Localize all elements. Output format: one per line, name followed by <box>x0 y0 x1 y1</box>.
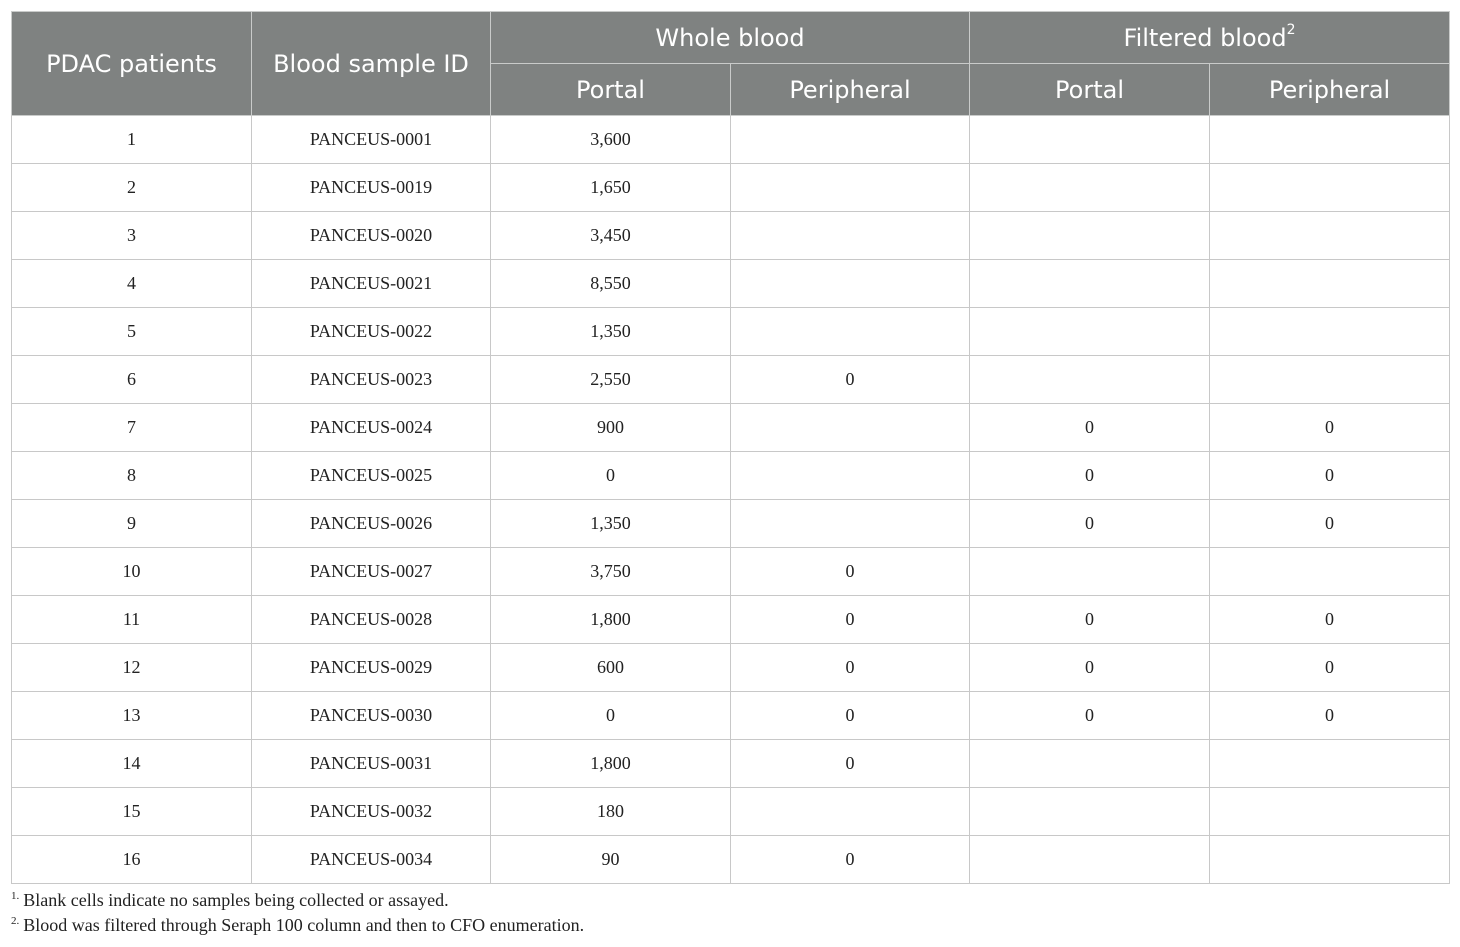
cell-patient: 7 <box>12 404 252 452</box>
cell-whole-blood-peripheral: 0 <box>731 836 970 884</box>
cell-whole-blood-portal: 0 <box>491 692 731 740</box>
footnote-1 <box>11 888 1411 913</box>
cell-whole-blood-portal: 0 <box>491 452 731 500</box>
cell-whole-blood-peripheral: 0 <box>731 644 970 692</box>
table-row <box>12 500 1450 548</box>
footnote-2-text: Blood was filtered through Seraph 100 column and then to CFO enumeration. <box>23 915 585 935</box>
cell-whole-blood-portal: 1,800 <box>491 596 731 644</box>
table-row <box>12 212 1450 260</box>
header-row-top <box>12 12 1450 64</box>
cell-filtered-blood-portal <box>970 836 1210 884</box>
cell-whole-blood-portal: 2,550 <box>491 356 731 404</box>
cell-filtered-blood-portal: 0 <box>970 692 1210 740</box>
cell-filtered-blood-peripheral: 0 <box>1210 452 1450 500</box>
header-filtered-blood-portal: Portal <box>970 64 1210 116</box>
cell-sample-id: PANCEUS-0022 <box>252 308 491 356</box>
table-row <box>12 644 1450 692</box>
cell-patient: 15 <box>12 788 252 836</box>
cell-filtered-blood-peripheral <box>1210 116 1450 164</box>
cell-filtered-blood-portal: 0 <box>970 404 1210 452</box>
cell-patient: 11 <box>12 596 252 644</box>
cell-patient: 6 <box>12 356 252 404</box>
cell-whole-blood-portal: 3,600 <box>491 116 731 164</box>
table-row <box>12 548 1450 596</box>
cell-filtered-blood-portal <box>970 548 1210 596</box>
cell-whole-blood-portal: 1,800 <box>491 740 731 788</box>
cell-patient: 4 <box>12 260 252 308</box>
cell-filtered-blood-peripheral <box>1210 548 1450 596</box>
table-row <box>12 788 1450 836</box>
cell-patient: 14 <box>12 740 252 788</box>
header-pdac-patients: PDAC patients <box>12 12 252 116</box>
cell-patient: 8 <box>12 452 252 500</box>
cell-filtered-blood-portal <box>970 164 1210 212</box>
cell-patient: 10 <box>12 548 252 596</box>
table-row <box>12 404 1450 452</box>
cell-filtered-blood-portal: 0 <box>970 644 1210 692</box>
cell-whole-blood-peripheral: 0 <box>731 596 970 644</box>
table-row <box>12 164 1450 212</box>
cell-patient: 2 <box>12 164 252 212</box>
footnote-1-mark: 1. <box>11 890 20 902</box>
cell-whole-blood-peripheral <box>731 788 970 836</box>
cell-sample-id: PANCEUS-0034 <box>252 836 491 884</box>
cell-sample-id: PANCEUS-0001 <box>252 116 491 164</box>
footnote-2-mark: 2. <box>11 915 20 927</box>
cell-whole-blood-peripheral <box>731 164 970 212</box>
cell-sample-id: PANCEUS-0032 <box>252 788 491 836</box>
cell-patient: 5 <box>12 308 252 356</box>
cell-filtered-blood-peripheral <box>1210 308 1450 356</box>
cell-whole-blood-portal: 1,350 <box>491 500 731 548</box>
cell-filtered-blood-peripheral <box>1210 788 1450 836</box>
cell-sample-id: PANCEUS-0020 <box>252 212 491 260</box>
cell-whole-blood-portal: 1,650 <box>491 164 731 212</box>
table-row <box>12 452 1450 500</box>
cell-whole-blood-peripheral: 0 <box>731 548 970 596</box>
cell-patient: 9 <box>12 500 252 548</box>
cell-filtered-blood-portal: 0 <box>970 452 1210 500</box>
cell-sample-id: PANCEUS-0031 <box>252 740 491 788</box>
cell-whole-blood-peripheral <box>731 308 970 356</box>
cell-whole-blood-peripheral <box>731 212 970 260</box>
table-row <box>12 740 1450 788</box>
cell-patient: 12 <box>12 644 252 692</box>
cell-sample-id: PANCEUS-0021 <box>252 260 491 308</box>
footnote-1-text: Blank cells indicate no samples being collected or assayed. <box>23 890 449 910</box>
cell-sample-id: PANCEUS-0028 <box>252 596 491 644</box>
table-row <box>12 308 1450 356</box>
table-row <box>12 692 1450 740</box>
table-row <box>12 596 1450 644</box>
cell-filtered-blood-portal <box>970 260 1210 308</box>
cell-whole-blood-portal: 8,550 <box>491 260 731 308</box>
cell-filtered-blood-portal <box>970 356 1210 404</box>
header-filtered-blood-footnote-mark: 2 <box>1286 21 1296 38</box>
cell-sample-id: PANCEUS-0027 <box>252 548 491 596</box>
cell-whole-blood-portal: 1,350 <box>491 308 731 356</box>
cell-patient: 1 <box>12 116 252 164</box>
table-footnotes <box>11 888 1411 938</box>
cell-patient: 13 <box>12 692 252 740</box>
table-row <box>12 356 1450 404</box>
cell-sample-id: PANCEUS-0019 <box>252 164 491 212</box>
cell-whole-blood-portal: 90 <box>491 836 731 884</box>
cell-filtered-blood-portal <box>970 212 1210 260</box>
cell-filtered-blood-portal <box>970 116 1210 164</box>
cell-whole-blood-peripheral <box>731 260 970 308</box>
cell-whole-blood-peripheral <box>731 500 970 548</box>
cell-filtered-blood-portal <box>970 788 1210 836</box>
cell-filtered-blood-peripheral: 0 <box>1210 644 1450 692</box>
header-filtered-blood <box>970 12 1450 64</box>
header-whole-blood-portal: Portal <box>491 64 731 116</box>
table-header <box>12 12 1450 116</box>
header-blood-sample-id: Blood sample ID <box>252 12 491 116</box>
header-filtered-blood-peripheral: Peripheral <box>1210 64 1450 116</box>
cell-whole-blood-portal: 900 <box>491 404 731 452</box>
cell-whole-blood-peripheral: 0 <box>731 356 970 404</box>
cell-filtered-blood-peripheral: 0 <box>1210 404 1450 452</box>
cell-filtered-blood-peripheral <box>1210 356 1450 404</box>
cell-sample-id: PANCEUS-0023 <box>252 356 491 404</box>
cell-whole-blood-portal: 180 <box>491 788 731 836</box>
footnote-2 <box>11 913 1411 938</box>
table-row <box>12 116 1450 164</box>
cell-filtered-blood-portal: 0 <box>970 500 1210 548</box>
cell-filtered-blood-portal: 0 <box>970 596 1210 644</box>
cell-patient: 16 <box>12 836 252 884</box>
header-whole-blood: Whole blood <box>491 12 970 64</box>
cell-filtered-blood-portal <box>970 740 1210 788</box>
cell-sample-id: PANCEUS-0024 <box>252 404 491 452</box>
cell-filtered-blood-peripheral: 0 <box>1210 692 1450 740</box>
cell-filtered-blood-peripheral <box>1210 164 1450 212</box>
cell-whole-blood-portal: 600 <box>491 644 731 692</box>
cell-sample-id: PANCEUS-0025 <box>252 452 491 500</box>
table-body <box>12 116 1450 884</box>
cell-whole-blood-portal: 3,750 <box>491 548 731 596</box>
cell-filtered-blood-peripheral <box>1210 836 1450 884</box>
cell-whole-blood-peripheral <box>731 116 970 164</box>
cell-filtered-blood-portal <box>970 308 1210 356</box>
cell-patient: 3 <box>12 212 252 260</box>
cell-whole-blood-portal: 3,450 <box>491 212 731 260</box>
table-row <box>12 260 1450 308</box>
cell-filtered-blood-peripheral: 0 <box>1210 596 1450 644</box>
cell-whole-blood-peripheral <box>731 404 970 452</box>
cell-filtered-blood-peripheral <box>1210 212 1450 260</box>
cell-sample-id: PANCEUS-0029 <box>252 644 491 692</box>
results-table-container <box>11 11 1449 884</box>
cell-whole-blood-peripheral: 0 <box>731 692 970 740</box>
cell-whole-blood-peripheral <box>731 452 970 500</box>
header-whole-blood-peripheral: Peripheral <box>731 64 970 116</box>
cell-filtered-blood-peripheral <box>1210 740 1450 788</box>
cell-filtered-blood-peripheral <box>1210 260 1450 308</box>
results-table <box>11 11 1450 884</box>
cell-sample-id: PANCEUS-0030 <box>252 692 491 740</box>
cell-sample-id: PANCEUS-0026 <box>252 500 491 548</box>
header-filtered-blood-label: Filtered blood <box>1123 23 1287 52</box>
table-row <box>12 836 1450 884</box>
cell-filtered-blood-peripheral: 0 <box>1210 500 1450 548</box>
cell-whole-blood-peripheral: 0 <box>731 740 970 788</box>
